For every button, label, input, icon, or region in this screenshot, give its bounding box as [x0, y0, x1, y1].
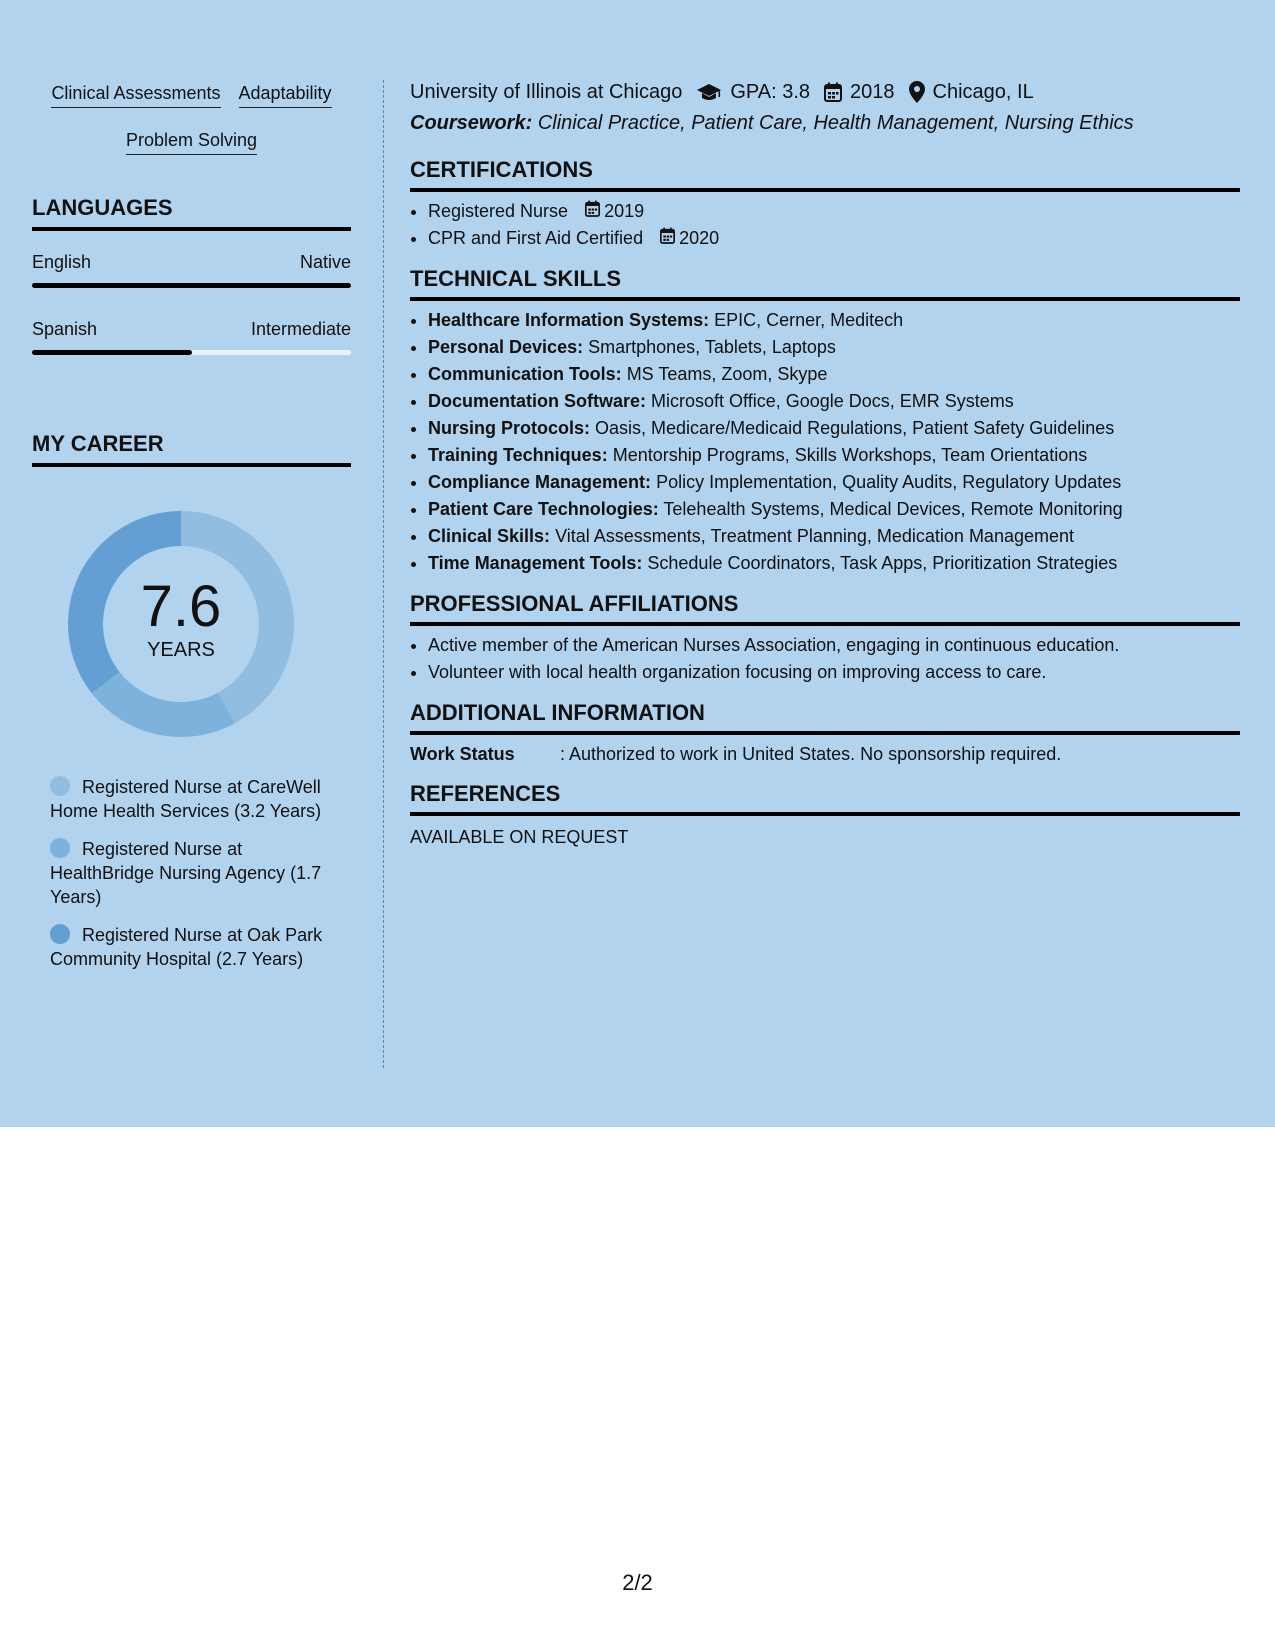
work-status-row [410, 741, 1240, 767]
education-location: Chicago, IL [932, 81, 1034, 103]
career-donut-chart [66, 509, 296, 739]
tech-skill-value: Policy Implementation, Quality Audits, Regulatory Updates [656, 472, 1122, 492]
tech-skill-label: Communication Tools: [428, 364, 622, 384]
tech-skill-label: Training Techniques: [428, 445, 608, 465]
tech-skill-item [428, 361, 1240, 388]
languages-section [32, 195, 351, 355]
certification-year-wrap [660, 225, 719, 252]
coursework-label: Coursework: [410, 112, 533, 134]
certification-item [428, 198, 1240, 225]
certification-name: Registered Nurse [428, 201, 569, 221]
career-legend-item [50, 923, 325, 971]
tech-skill-label: Healthcare Information Systems: [428, 310, 710, 330]
affiliations-list [410, 632, 1240, 686]
career-legend [50, 775, 325, 971]
language-proficiency-bar [32, 283, 351, 288]
certification-name: CPR and First Aid Certified [428, 228, 644, 248]
calendar-icon [824, 82, 842, 102]
skills-row-2 [32, 127, 351, 155]
tech-skill-label: Nursing Protocols: [428, 418, 591, 438]
certification-year-wrap [585, 198, 644, 225]
tech-skill-label: Documentation Software: [428, 391, 647, 411]
tech-skill-item [428, 469, 1240, 496]
certifications-heading: CERTIFICATIONS [410, 157, 1240, 192]
tech-skill-value: Oasis, Medicare/Medicaid Regulations, Patient Safety Guidelines [595, 418, 1115, 438]
tech-skill-item [428, 523, 1240, 550]
career-total-unit: YEARS [147, 639, 215, 661]
legend-dot-icon [50, 838, 70, 858]
language-level: Native [299, 252, 351, 272]
column-divider [383, 80, 384, 1068]
tech-skill-item [428, 415, 1240, 442]
right-column [410, 78, 1240, 850]
affiliation-item: • Volunteer with local health organization focusing on improving access to care. [428, 659, 1240, 686]
language-row [32, 318, 351, 340]
references-text: AVAILABLE ON REQUEST [410, 827, 629, 847]
tech-skill-value: MS Teams, Zoom, Skype [626, 364, 828, 384]
tech-skill-item [428, 442, 1240, 469]
affiliations-heading: PROFESSIONAL AFFILIATIONS [410, 591, 1240, 626]
education-school: University of Illinois at Chicago [410, 81, 683, 103]
certifications-list [410, 198, 1240, 252]
tech-skill-label: Compliance Management: [428, 472, 652, 492]
tech-skill-value: Smartphones, Tablets, Laptops [588, 337, 836, 357]
certification-year: 2019 [604, 201, 645, 221]
tech-skill-value: EPIC, Cerner, Meditech [714, 310, 904, 330]
references-heading: REFERENCES [410, 781, 1240, 816]
legend-label: Registered Nurse at Oak Park Community Hospital (2.7 Years) [50, 925, 323, 969]
language-row [32, 251, 351, 273]
calendar-icon [660, 225, 679, 252]
language-proficiency-bar [32, 350, 351, 355]
language-proficiency-fill [32, 283, 351, 288]
technical-skills-heading: TECHNICAL SKILLS [410, 266, 1240, 301]
left-column [32, 80, 351, 985]
tech-skill-item [428, 388, 1240, 415]
page-number: 2/2 [622, 1570, 653, 1595]
tech-skill-label: Personal Devices: [428, 337, 584, 357]
coursework-line [410, 109, 1240, 137]
language-proficiency-fill [32, 350, 192, 355]
language-level: Intermediate [250, 319, 351, 339]
donut-center [66, 509, 296, 739]
legend-dot-icon [50, 924, 70, 944]
tech-skill-item [428, 307, 1240, 334]
certification-item [428, 225, 1240, 252]
career-heading: MY CAREER [32, 431, 351, 467]
career-legend-item [50, 775, 325, 823]
language-item [32, 318, 351, 355]
language-name: English [32, 252, 92, 272]
tech-skill-value: Vital Assessments, Treatment Planning, Medication Management [555, 526, 1075, 546]
legend-label: Registered Nurse at HealthBridge Nursing Agency (1.7 Years) [50, 839, 322, 907]
tech-skill-value: Schedule Coordinators, Task Apps, Prioritization Strategies [647, 553, 1118, 573]
skill-tag: Adaptability [239, 80, 332, 108]
languages-heading: LANGUAGES [32, 195, 351, 231]
skills-list [32, 80, 351, 155]
education-year: 2018 [850, 81, 895, 103]
career-total-years: 7.6 [140, 574, 222, 639]
language-name: Spanish [32, 319, 98, 339]
legend-label: Registered Nurse at CareWell Home Health Services (3.2 Years) [50, 777, 322, 821]
additional-info-heading: ADDITIONAL INFORMATION [410, 700, 1240, 735]
education-gpa: GPA: 3.8 [730, 81, 811, 103]
tech-skill-label: Clinical Skills: [428, 526, 551, 546]
legend-dot-icon [50, 776, 70, 796]
tech-skill-label: Time Management Tools: [428, 553, 643, 573]
tech-skill-value: Telehealth Systems, Medical Devices, Remote Monitoring [663, 499, 1123, 519]
work-status-value: : Authorized to work in United States. No sponsorship required. [560, 744, 1062, 764]
education-line [410, 78, 1240, 106]
skill-tag: Clinical Assessments [51, 80, 220, 108]
location-pin-icon [909, 81, 925, 103]
coursework-value: Clinical Practice, Patient Care, Health Management, Nursing Ethics [537, 112, 1134, 134]
tech-skill-item [428, 550, 1240, 577]
career-section [32, 431, 351, 971]
tech-skill-value: Microsoft Office, Google Docs, EMR Systems [651, 391, 1014, 411]
tech-skill-label: Patient Care Technologies: [428, 499, 659, 519]
tech-skill-value: Mentorship Programs, Skills Workshops, Team Orientations [612, 445, 1088, 465]
graduation-cap-icon [696, 82, 722, 102]
affiliation-item: • Active member of the American Nurses Association, engaging in continuous education. [428, 632, 1240, 659]
tech-skill-item [428, 334, 1240, 361]
calendar-icon [585, 198, 604, 225]
work-status-label: Work Status [410, 744, 515, 764]
certification-year: 2020 [679, 228, 720, 248]
language-item [32, 251, 351, 288]
skills-row-1 [32, 80, 351, 108]
tech-skill-item [428, 496, 1240, 523]
technical-skills-list [410, 307, 1240, 577]
skill-tag: Problem Solving [126, 127, 257, 155]
career-legend-item [50, 837, 325, 909]
